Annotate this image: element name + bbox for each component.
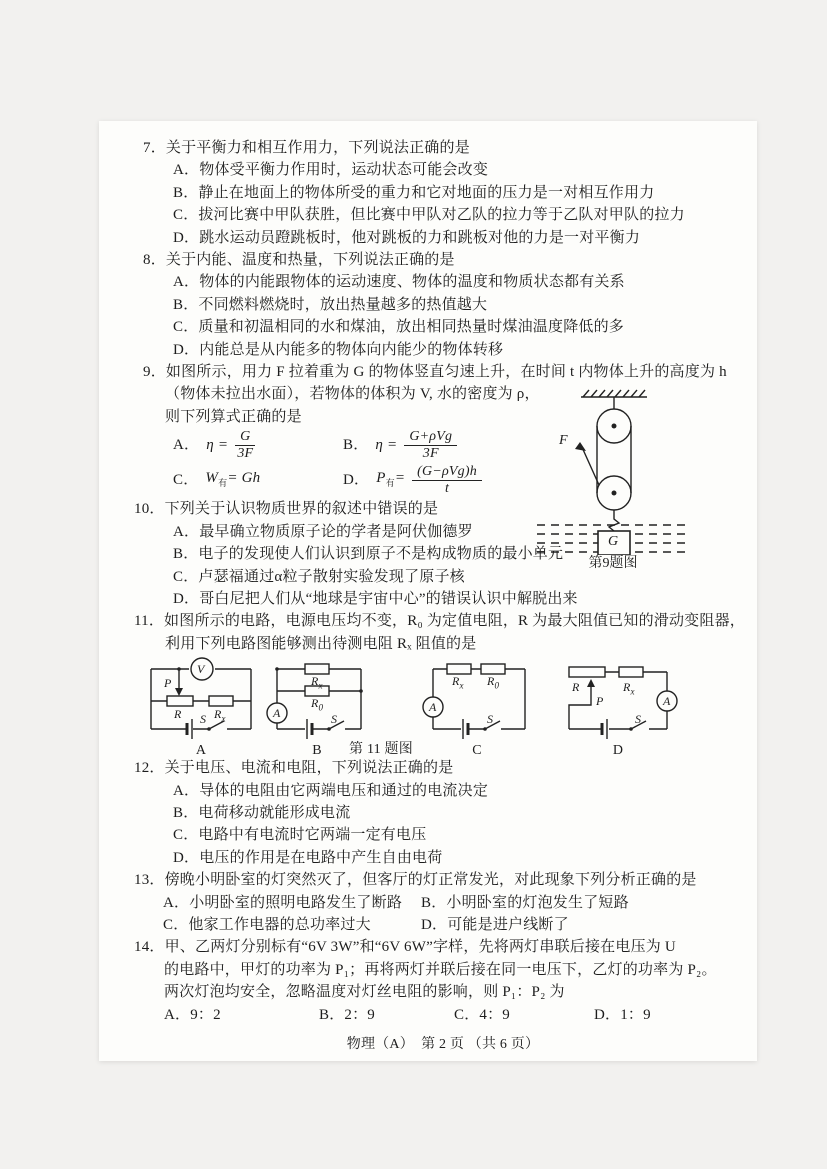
q7-option-c: C．拔河比赛中甲队获胜，但比赛中甲队对乙队的拉力等于乙队对甲队的拉力 (173, 207, 685, 224)
q11-figure (143, 657, 743, 757)
resistor-rx-label: $R_x$ (623, 680, 635, 697)
exam-paper-page (99, 121, 757, 1061)
weight-g-label: G (608, 534, 619, 549)
q8-option-c: C．质量和初温相同的水和煤油，放出相同热量时煤油温度降低的多 (173, 319, 625, 336)
q14-stem-line1: 14．甲、乙两灯分别标有“6V 3W”和“6V 6W”字样，先将两灯串联后接在电压为 U (134, 939, 676, 956)
q13-option-d: D．可能是进户线断了 (421, 916, 569, 933)
q9-option-c: C． $W_有= Gh$ (173, 469, 261, 489)
circuit-c-diagram (421, 657, 533, 741)
switch-s-label: S (331, 712, 338, 727)
q11-figure-caption: 第 11 题图 (349, 742, 413, 758)
rheostat-r-label: R (174, 707, 182, 722)
q11-stem-line1: 11．如图所示的电路，电源电压均不变，R₀ 为定值电阻，R 为最大阻值已知的滑动变阻器， (134, 613, 745, 630)
q7-stem: 7．关于平衡力和相互作用力，下列说法正确的是 (143, 140, 470, 156)
question-9 (143, 361, 743, 498)
q13-options-row-2 (143, 914, 743, 936)
circuit-a-name: A (195, 743, 207, 759)
q14-option-b: B．2：9 (319, 1006, 376, 1023)
q7-option-d: D．跳水运动员蹬跳板时，他对跳板的力和跳板对他的力是一对平衡力 (173, 229, 641, 246)
q7-option-a: A．物体受平衡力作用时，运动状态可能会改变 (173, 162, 489, 179)
slider-p-label: P (596, 694, 604, 709)
q9-figure-caption: 第9题图 (588, 556, 638, 571)
q13-option-c: C．他家工作电器的总功率过大 (163, 916, 371, 933)
q9-option-b: B． η = $\frac{\text{G+ρVg}}{3F}$ (343, 429, 513, 462)
q13-option-a: A．小明卧室的照明电路发生了断路 (163, 894, 403, 911)
resistor-rx-label: $R_x$ (452, 674, 464, 691)
force-f-label: F (559, 433, 568, 448)
q10-stem: 10．下列关于认识物质世界的叙述中错误的是 (134, 501, 439, 518)
resistor-rx-label: $R_x$ (214, 707, 226, 724)
q9-formula-row-1 (143, 428, 743, 462)
q13-stem: 13．傍晚小明卧室的灯突然灭了，但客厅的灯正常发光，对此现象下列分析正确的是 (134, 872, 697, 889)
q10-option-c: C．卢瑟福通过α粒子散射实验发现了原子核 (173, 568, 465, 585)
q12-option-b: B．电荷移动就能形成电流 (173, 804, 351, 821)
q13-option-b: B．小明卧室的灯泡发生了短路 (421, 894, 629, 911)
circuit-c-name: C (472, 743, 482, 759)
circuit-b-name: B (312, 743, 322, 759)
question-8 (143, 249, 743, 361)
q9-stem-line2: （物体未拉出水面），若物体的体积为 V, 水的密度为 ρ， (165, 386, 540, 403)
resistor-rx-label: $R_x$ (311, 674, 323, 691)
slider-p-label: P (164, 676, 172, 691)
q7-option-b: B．静止在地面上的物体所受的重力和它对地面的压力是一对相互作用力 (173, 184, 655, 201)
q14-stem-line2: 的电路中，甲灯的功率为 P₁；再将两灯并联后接在同一电压下，乙灯的功率为 P₂。 (164, 961, 717, 978)
ammeter-label: A (429, 700, 437, 715)
switch-s-label: S (635, 712, 642, 727)
q10-option-b: B．电子的发现使人们认识到原子不是构成物质的最小单元 (173, 546, 564, 563)
q9-option-a: A． η = $\frac{G}{3F}$ (173, 429, 343, 462)
circuit-d-name: D (612, 743, 624, 759)
question-10 (134, 498, 743, 610)
q10-option-d: D．哥白尼把人们从“地球是宇宙中心”的错误认识中解脱出来 (173, 590, 578, 607)
question-7 (143, 137, 743, 249)
q10-option-a: A．最早确立物质原子论的学者是阿伏伽德罗 (173, 523, 473, 540)
q14-option-a: A．9：2 (164, 1006, 221, 1023)
q9-option-d: D． $P_有=$ $\frac{\text{(G−ρVg)h}}{t}$ (343, 464, 513, 497)
q13-options-row-1 (143, 892, 743, 914)
q12-option-d: D．电压的作用是在电路中产生自由电荷 (173, 849, 443, 866)
question-11 (134, 610, 745, 759)
switch-s-label: S (487, 712, 494, 727)
switch-s-label: S (200, 712, 207, 727)
q9-stem-line1: 9．如图所示，用力 F 拉着重为 G 的物体竖直匀速上升，在时间 t 内物体上升的高度为 h (143, 364, 727, 381)
q11-stem-line2: 利用下列电路图能够测出待测电阻 Rₓ 阻值的是 (165, 635, 477, 652)
question-14 (134, 936, 743, 1026)
question-13 (134, 869, 743, 936)
page-footer: 物理（A） 第 2 页 （共 6 页） (346, 1037, 540, 1052)
q14-stem-line3: 两次灯泡均安全，忽略温度对灯丝电阻的影响，则 P₁：P₂ 为 (164, 984, 565, 1001)
q8-option-d: D．内能总是从内能多的物体向内能少的物体转移 (173, 341, 504, 358)
ammeter-label: A (273, 706, 281, 721)
q14-option-d: D．1：9 (594, 1006, 651, 1023)
rheostat-r-label: R (572, 680, 580, 695)
q12-option-c: C．电路中有电流时它两端一定有电压 (173, 827, 427, 844)
q8-option-a: A．物体的内能跟物体的运动速度、物体的温度和物质状态都有关系 (173, 274, 625, 291)
q12-option-a: A．导体的电阻由它两端电压和通过的电流决定 (173, 782, 489, 799)
q8-stem: 8．关于内能、温度和热量，下列说法正确的是 (143, 252, 455, 269)
q14-option-c: C．4：9 (454, 1006, 511, 1023)
q14-options-row (143, 1004, 743, 1026)
q9-formula-row-2 (143, 462, 743, 498)
resistor-r0-label: $R_0$ (487, 674, 500, 691)
voltmeter-label: V (197, 662, 205, 677)
q8-option-b: B．不同燃料燃烧时，放出热量越多的热值越大 (173, 296, 488, 313)
q9-stem-line3: 则下列算式正确的是 (165, 408, 302, 425)
resistor-r0-label: $R_0$ (311, 696, 324, 713)
page-content (99, 121, 757, 1061)
q12-stem: 12．关于电压、电流和电阻，下列说法正确的是 (134, 760, 454, 777)
question-12 (134, 757, 743, 869)
circuit-a (145, 657, 257, 762)
circuit-d (555, 657, 681, 762)
ammeter-label: A (663, 694, 671, 709)
